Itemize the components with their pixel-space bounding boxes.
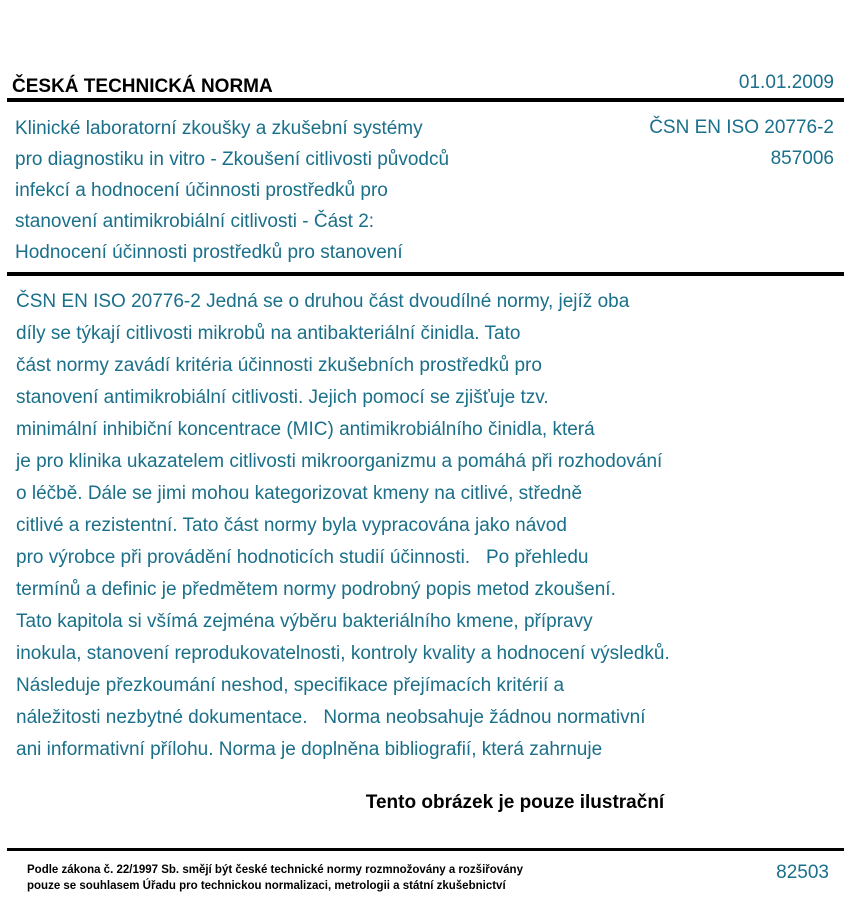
abstract-line: ani informativní přílohu. Norma je doplněna bibliografií, která zahrnuje (16, 739, 603, 760)
abstract-line: Následuje přezkoumání neshod, specifikace přejímacích kritérií a (16, 675, 565, 696)
title-line: Hodnocení účinnosti prostředků pro stanovení (15, 242, 403, 263)
standard-number: ČSN EN ISO 20776-2 (649, 117, 834, 138)
title-line: stanovení antimikrobiální citlivosti - Část 2: (15, 211, 375, 232)
abstract-line: část normy zavádí kritéria účinnosti zkušebních prostředků pro (16, 355, 542, 376)
abstract-line: díly se týkají citlivosti mikrobů na antibakteriální činidla. Tato (16, 323, 521, 344)
abstract-line: pro výrobce při provádění hodnoticích studií účinnosti. Po přehledu (16, 547, 589, 568)
catalog-number: 82503 (776, 862, 829, 883)
legal-line: Podle zákona č. 22/1997 Sb. smějí být české technické normy rozmnožovány a rozšiřovány (27, 864, 523, 876)
abstract-line: Tato kapitola si všímá zejména výběru bakteriálního kmene, přípravy (16, 611, 593, 632)
title-line: pro diagnostiku in vitro - Zkoušení citlivosti původců (15, 149, 450, 170)
abstract-line: o léčbě. Dále se jimi mohou kategorizovat kmeny na citlivé, středně (16, 483, 583, 504)
abstract-line: stanovení antimikrobiální citlivosti. Jejich pomocí se zjišťuje tzv. (16, 387, 549, 408)
standard-title (15, 113, 449, 268)
copyright-notice (27, 862, 523, 894)
abstract-line: citlivé a rezistentní. Tato část normy byla vypracována jako návod (16, 515, 567, 536)
effective-date: 01.01.2009 (738, 72, 834, 93)
footer-divider (7, 848, 844, 851)
title-divider (7, 272, 844, 276)
title-line: Klinické laboratorní zkoušky a zkušební systémy (15, 118, 423, 139)
illustration-note: Tento obrázek je pouze ilustrační (365, 792, 665, 813)
legal-line: pouze se souhlasem Úřadu pro technickou normalizaci, metrologii a státní zkušebnictví (27, 880, 506, 892)
header-divider (7, 98, 844, 102)
classification-number: 857006 (770, 148, 834, 169)
abstract-line: je pro klinika ukazatelem citlivosti mikroorganizmu a pomáhá při rozhodování (16, 451, 663, 472)
document-heading: ČESKÁ TECHNICKÁ NORMA (12, 76, 273, 97)
abstract-line: termínů a definic je předmětem normy podrobný popis metod zkoušení. (16, 579, 616, 600)
abstract-line: minimální inhibiční koncentrace (MIC) antimikrobiálního činidla, která (16, 419, 595, 440)
abstract-line: náležitosti nezbytné dokumentace. Norma neobsahuje žádnou normativní (16, 707, 646, 728)
abstract-line: inokula, stanovení reprodukovatelnosti, kontroly kvality a hodnocení výsledků. (16, 643, 670, 664)
abstract-text (16, 286, 670, 766)
abstract-line: ČSN EN ISO 20776-2 Jedná se o druhou část dvoudílné normy, jejíž oba (16, 291, 630, 312)
title-line: infekcí a hodnocení účinnosti prostředků pro (15, 180, 388, 201)
